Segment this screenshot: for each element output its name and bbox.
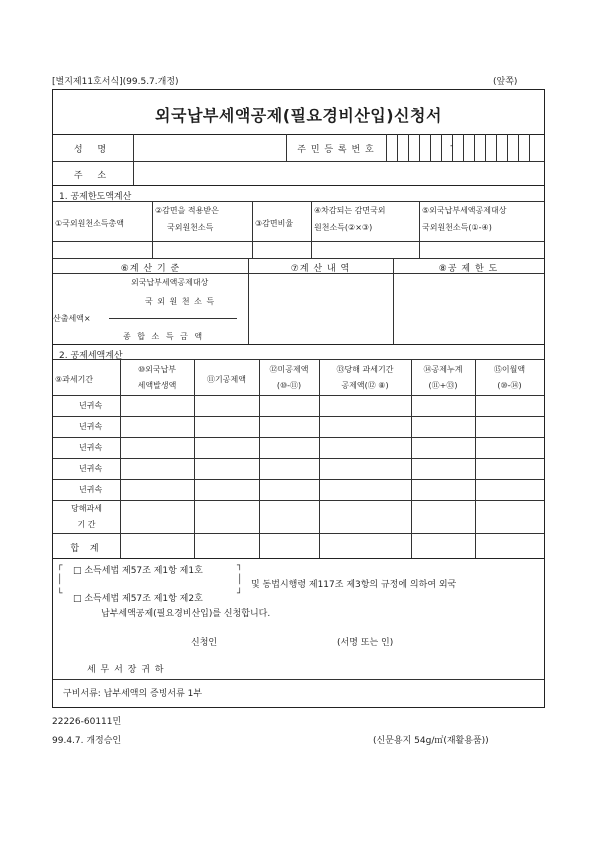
col4-header: ④차감되는 감면국외 (314, 206, 386, 215)
col3-header: ③감면비율 (255, 219, 294, 228)
tax-office-addressee: 세 무 서 장 귀 하 (87, 665, 165, 675)
page-side-label: (앞쪽) (493, 77, 518, 87)
formula-numerator-2: 국 외 원 천 소 득 (145, 297, 216, 306)
carryover-header: ⑮이월액 (493, 365, 526, 374)
option-art57-1-1[interactable]: □ 소득세법 제57조 제1항 제1호 (73, 566, 203, 576)
year-row-1: 년귀속 (79, 401, 103, 410)
year-row-4: 년귀속 (79, 464, 103, 473)
address-label: 주 소 (73, 171, 113, 181)
formula-fraction-bar (109, 318, 237, 319)
col2-header: ②감면을 적용받은 (155, 206, 219, 215)
form-number: [별지제11호서식](99.5.7.개정) (52, 77, 179, 87)
carryover-header-line2: (⑩-⑭) (497, 381, 522, 390)
attachment-note: 구비서류: 납부세액의 증빙서류 1부 (63, 689, 203, 699)
name-label: 성 명 (73, 145, 113, 155)
bracket-top-left: ┌ (57, 561, 63, 571)
bracket-bottom-right: ┘ (237, 589, 243, 599)
form-title: 외국납부세액공제(필요경비산입)신청서 (155, 106, 442, 125)
declaration-text-2: 납부세액공제(필요경비산입)를 신청합니다. (101, 609, 271, 619)
detail-header: ⑦계 산 내 역 (290, 264, 351, 274)
applicant-label: 신청인 (191, 638, 218, 648)
approval-note: 99.4.7. 개정승인 (52, 736, 122, 746)
foreign-tax-header: ⑩외국납부 (137, 365, 177, 374)
current-deduction-header: ⑬당해 과세기간 (336, 365, 394, 374)
formula-prefix: 산출세액× (53, 314, 91, 323)
current-period-label: 당해과세 (71, 504, 102, 513)
col5-header-line2: 국외원천소득(①-④) (422, 223, 492, 232)
col5-header: ⑤외국납부세액공제대상 (422, 206, 507, 215)
col2-header-line2: 국외원천소득 (167, 223, 214, 232)
application-form (52, 89, 545, 708)
section2-heading: 2. 공제세액계산 (59, 351, 123, 361)
bracket-bottom-left: └ (57, 589, 63, 599)
basis-header: ⑥계 산 기 준 (120, 264, 181, 274)
bracket-top-right: ┐ (237, 561, 243, 571)
bracket-mid-left: │ (57, 575, 63, 585)
cumulative-header-line2: (⑪+⑬) (428, 381, 458, 390)
form-code: 22226-60111민 (52, 717, 122, 727)
col4-header-line2: 원천소득(②×③) (314, 223, 373, 232)
cumulative-header: ⑭공제누계 (423, 365, 463, 374)
undeducted-header-line2: (⑩-⑪) (276, 381, 302, 390)
year-row-5: 년귀속 (79, 485, 103, 494)
rrn-label: 주 민 등 록 번 호 (297, 145, 375, 155)
current-deduction-header-line2: 공제액(⑫ ⑧) (341, 381, 389, 390)
paper-spec: (신문용지 54g/㎡(재활용품)) (373, 736, 489, 746)
foreign-tax-header-line2: 세액발생액 (137, 381, 177, 390)
year-row-2: 년귀속 (79, 422, 103, 431)
section1-heading: 1. 공제한도액계산 (59, 192, 132, 202)
year-row-3: 년귀속 (79, 443, 103, 452)
undeducted-header: ⑫미공제액 (269, 365, 309, 374)
declaration-text-1: 및 동법시행령 제117조 제3항의 규정에 의하여 외국 (251, 580, 457, 590)
signature-field[interactable]: (서명 또는 인) (337, 638, 394, 648)
col1-header: ①국외원천소득총액 (55, 219, 124, 228)
deducted-header: ⑪기공제액 (207, 375, 246, 384)
option-art57-1-2[interactable]: □ 소득세법 제57조 제1항 제2호 (73, 594, 203, 604)
current-period-label-line2: 기 간 (77, 520, 96, 529)
limit-header: ⑧공 제 한 도 (438, 264, 499, 274)
formula-numerator-1: 외국납부세액공제대상 (131, 278, 209, 287)
period-header: ⑨과세기간 (55, 375, 94, 384)
formula-denominator: 종 합 소 득 금 액 (123, 332, 205, 341)
rrn-dash: - (450, 141, 454, 151)
total-label: 합 계 (70, 544, 103, 554)
bracket-mid-right: │ (237, 575, 243, 585)
